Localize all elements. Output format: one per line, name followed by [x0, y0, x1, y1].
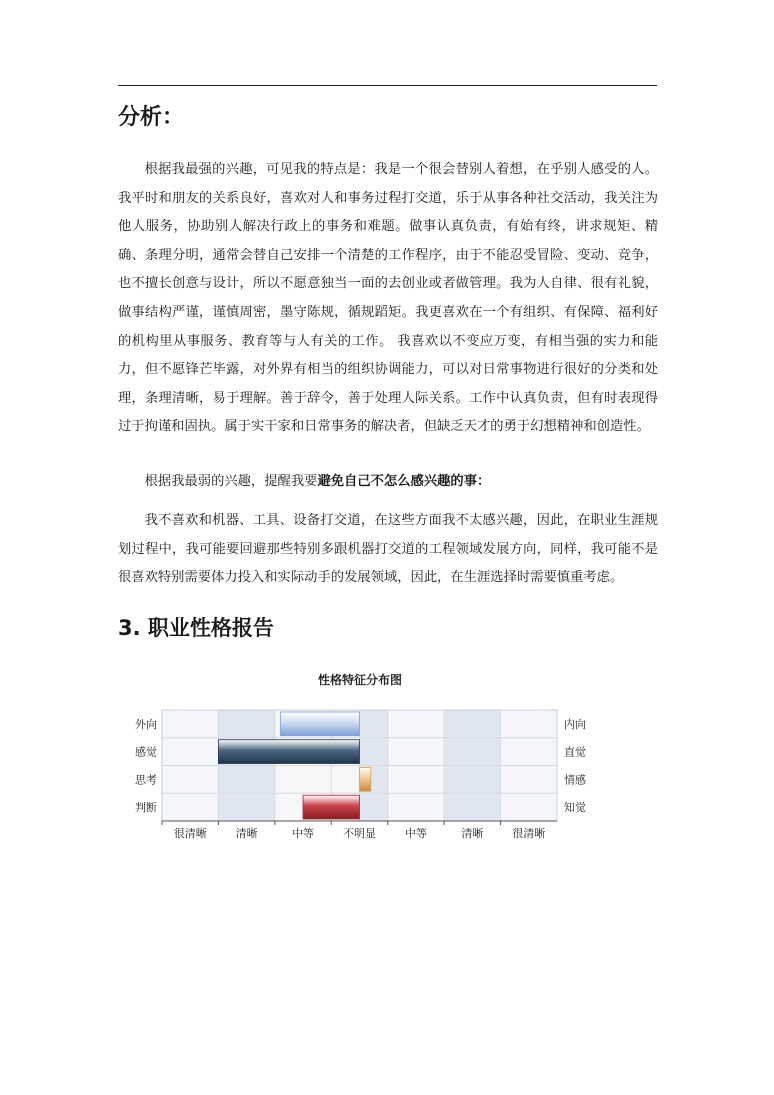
x-tick-label: 很清晰 [173, 827, 207, 840]
analysis-heading: 分析： [118, 105, 185, 130]
analysis-paragraph-weak-interest [118, 468, 658, 497]
x-tick-label: 不明显 [343, 827, 376, 840]
chart-title: 性格特征分布图 [317, 673, 403, 687]
bar-外向-内向 [281, 712, 360, 736]
left-category-label: 判断 [135, 801, 157, 815]
header-rule [118, 85, 657, 86]
left-category-label: 思考 [135, 773, 157, 787]
bar-判断-知觉 [303, 795, 359, 819]
bar-感觉-直觉 [218, 740, 359, 764]
x-tick-label: 清晰 [235, 827, 258, 840]
personality-chart [120, 668, 600, 848]
bar-思考-情感 [360, 768, 371, 792]
x-tick-label: 中等 [404, 827, 427, 840]
x-tick-label: 中等 [292, 827, 315, 840]
analysis-paragraph-avoid: 我不喜欢和机器、工具、设备打交道，在这些方面我不太感兴趣，因此，在职业生涯规划过程中，我可能要回避那些特别多跟机器打交道的工程领域发展方向，同样，我可能不是很喜欢特别需要体力投入和实际动手的发展领域，因此，在生涯选择时需要慎重考虑。 [118, 513, 658, 586]
weak-interest-prefix: 根据我最弱的兴趣，提醒我要 [144, 474, 318, 489]
right-category-label: 内向 [564, 717, 586, 731]
section-heading: 3. 职业性格报告 [118, 616, 274, 640]
right-category-label: 直觉 [564, 745, 586, 759]
weak-interest-emphasis: 避免自己不怎么感兴趣的事： [317, 474, 491, 489]
x-tick-label: 很清晰 [512, 827, 546, 840]
x-tick-label: 清晰 [461, 827, 484, 840]
left-category-label: 感觉 [135, 745, 157, 759]
analysis-paragraph-strong-interest: 根据我最强的兴趣，可见我的特点是：我是一个很会替别人着想，在乎别人感受的人。我平时和朋友的关系良好，喜欢对人和事务过程打交道，乐于从事各种社交活动，我关注为他人服务，协助别人解决行政上的事务和难题。做事认真负责，有始有终，讲求规矩、精确、条理分明，通常会替自己安排一个清楚的工作程序，由于不能忍受冒险、变动、竞争，也不擅长创意与设计，所以不愿意独当一面的去创业或者做管理。我为人自律、很有礼貌，做事结构严谨，谨慎周密，墨守陈规，循规蹈矩。我更喜欢在一个有组织、有保障、福利好的机构里从事服务、教育等与人有关的工作。 我喜欢以不变应万变，有相当强的实力和能力，但不愿锋芒毕露，对外界有相当的组织协调能力，可以对日常事物进行很好的分类和处理，条理清晰，易于理解。善于辞令，善于处理人际关系。工作中认真负责，但有时表现得过于拘谨和固执。属于实干家和日常事务的解决者，但缺乏天才的勇于幻想精神和创造性。 [118, 162, 658, 435]
left-category-label: 外向 [135, 717, 157, 731]
right-category-label: 情感 [564, 773, 586, 787]
right-category-label: 知觉 [564, 801, 586, 815]
